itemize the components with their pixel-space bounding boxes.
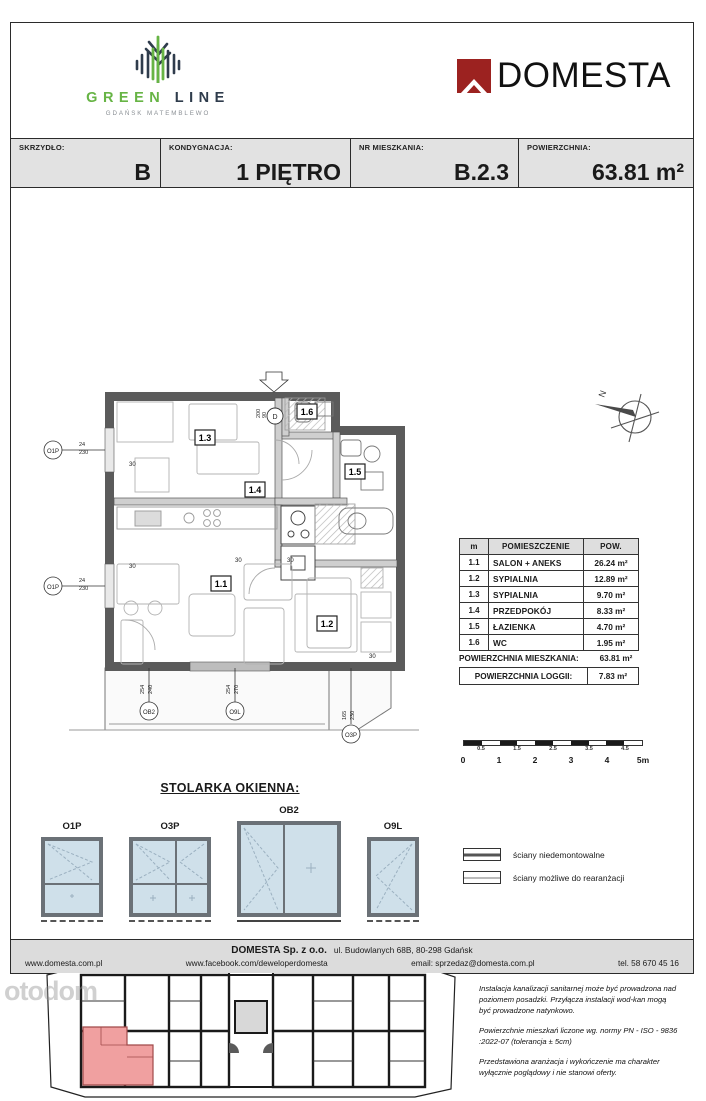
- table-row: [460, 587, 639, 603]
- room-name: SYPIALNIA: [489, 571, 584, 587]
- svg-text:1.3: 1.3: [198, 433, 212, 443]
- svg-text:1.2: 1.2: [320, 619, 334, 629]
- company-name: DOMESTA Sp. z o.o.: [231, 945, 327, 956]
- apartment-info-row: [11, 139, 693, 188]
- svg-text:24: 24: [79, 442, 86, 448]
- room-area: 1.95 m²: [584, 635, 639, 651]
- svg-text:230: 230: [350, 710, 356, 720]
- room-no: 1.5: [460, 619, 489, 635]
- scale-minor-tick: 1.5: [513, 746, 521, 752]
- compass-rose-icon: [589, 384, 667, 456]
- window-o3p-icon: [129, 837, 211, 917]
- col-header-area: POW.: [584, 539, 639, 555]
- svg-text:30: 30: [129, 462, 136, 468]
- scale-major-tick: 1: [496, 755, 502, 765]
- svg-text:90: 90: [262, 411, 268, 418]
- sill-line: [367, 920, 419, 922]
- room-name: ŁAZIENKA: [489, 619, 584, 635]
- room-no: 1.2: [460, 571, 489, 587]
- loggia-area-row: [459, 667, 639, 685]
- room-no: 1.6: [460, 635, 489, 651]
- window-joinery-section: [35, 781, 425, 922]
- joinery-item-o9l: [367, 821, 419, 922]
- tree-icon: [63, 31, 253, 83]
- scale-seg: [464, 741, 482, 745]
- note-standard: Powierzchnie mieszkań liczone wg. normy PN - ISO - 9836 :2022-07 (tolerancja ± 5cm): [479, 1026, 678, 1046]
- info-caption: SKRZYDŁO:: [19, 143, 65, 152]
- greenline-wordmark: [63, 90, 253, 106]
- joinery-title: STOLARKA OKIENNA:: [160, 781, 300, 795]
- building-location-plan: [41, 961, 461, 1101]
- loggia-area-value: 7.83 m²: [587, 668, 638, 684]
- logo-band: [11, 23, 693, 139]
- room-area: 12.89 m²: [584, 571, 639, 587]
- joinery-label: O3P: [160, 821, 180, 832]
- scale-major-tick: 0: [460, 755, 466, 765]
- scale-major-tick: 3: [568, 755, 574, 765]
- wall-type-legend: [463, 848, 663, 894]
- greenline-word-green: GREEN: [86, 90, 166, 106]
- table-row: [460, 603, 639, 619]
- scale-seg: [571, 741, 589, 745]
- svg-text:254: 254: [226, 684, 232, 694]
- legend-item-movable-walls: [463, 871, 663, 884]
- info-caption: KONDYGNACJA:: [169, 143, 233, 152]
- sill-line: [237, 920, 341, 922]
- otodom-watermark: otodom: [4, 976, 97, 1006]
- footer-phone: tel. 58 670 45 16: [617, 959, 679, 968]
- svg-text:30: 30: [235, 558, 242, 564]
- svg-text:O3P: O3P: [344, 733, 358, 739]
- svg-text:240: 240: [148, 684, 154, 694]
- scale-seg: [553, 741, 571, 745]
- loggia-area-label: POWIERZCHNIA LOGGII:: [474, 671, 573, 681]
- total-area-row: [459, 654, 639, 663]
- room-area: 4.70 m²: [584, 619, 639, 635]
- movable-wall-swatch-icon: [463, 871, 501, 884]
- svg-text:165: 165: [342, 710, 348, 720]
- note-plumbing: Instalacja kanalizacji sanitarnej może być prowadzona nad poziomem posadzki. Przyłącza instalacji wod-kan mogą być prowadzone natynkowo.: [479, 984, 677, 1015]
- room-schedule-table: [459, 538, 639, 685]
- company-address: ul. Budowlanych 68B, 80-298 Gdańsk: [333, 945, 473, 955]
- room-name: WC: [489, 635, 584, 651]
- room-area: 26.24 m²: [584, 555, 639, 571]
- scale-minor-labels: [463, 746, 643, 755]
- footer-email[interactable]: email: sprzedaz@domesta.com.pl: [411, 959, 535, 968]
- note-disclaimer: Przedstawiona aranżacja i wykończenie ma charakter wyłącznie poglądowy i nie stanowi oferty.: [479, 1057, 660, 1077]
- info-caption: POWIERZCHNIA:: [527, 143, 591, 152]
- info-value: B: [134, 159, 151, 185]
- table-row: [460, 555, 639, 571]
- joinery-items: [35, 805, 425, 922]
- sill-line: [129, 920, 211, 922]
- info-cell-floor: [161, 139, 351, 187]
- scale-seg: [482, 741, 500, 745]
- scale-seg: [606, 741, 624, 745]
- room-name: SYPIALNIA: [489, 587, 584, 603]
- table-header-row: [460, 539, 639, 555]
- info-cell-wing: [11, 139, 161, 187]
- total-area-value: 63.81 m²: [599, 654, 633, 663]
- fixed-wall-swatch-icon: [463, 848, 501, 861]
- sheet-footer: [11, 939, 693, 973]
- footer-contact-line: [11, 959, 693, 973]
- joinery-item-ob2: [237, 805, 341, 922]
- legend-item-fixed-walls: [463, 848, 663, 861]
- svg-text:200: 200: [256, 408, 262, 418]
- info-value: 1 PIĘTRO: [236, 159, 341, 185]
- greenline-word-line: LINE: [174, 90, 230, 106]
- joinery-label: O1P: [62, 821, 82, 832]
- scale-seg: [500, 741, 518, 745]
- room-name: PRZEDPOKÓJ: [489, 603, 584, 619]
- room-no: 1.4: [460, 603, 489, 619]
- svg-text:O1P: O1P: [46, 449, 60, 455]
- scale-bar: [460, 740, 650, 767]
- col-header-name: POMIESZCZENIE: [489, 539, 584, 555]
- scale-minor-tick: 0.5: [477, 746, 485, 752]
- room-area: 9.70 m²: [584, 587, 639, 603]
- scale-minor-tick: 2.5: [549, 746, 557, 752]
- window-ob2-icon: [237, 821, 341, 917]
- svg-text:254: 254: [140, 684, 146, 694]
- svg-text:230: 230: [79, 450, 89, 456]
- joinery-label: OB2: [279, 805, 299, 816]
- scale-seg: [535, 741, 553, 745]
- domesta-mark-icon: [457, 59, 491, 93]
- svg-text:1.6: 1.6: [300, 407, 314, 417]
- svg-text:N: N: [596, 388, 609, 399]
- scale-major-tick: 2: [532, 755, 538, 765]
- info-value: B.2.3: [454, 159, 509, 185]
- svg-text:O1P: O1P: [46, 585, 60, 591]
- domesta-logo: [457, 56, 671, 95]
- info-value: 63.81 m²: [591, 159, 684, 185]
- svg-text:1.5: 1.5: [348, 467, 362, 477]
- svg-text:230: 230: [79, 586, 89, 592]
- info-cell-area: [519, 139, 693, 187]
- joinery-label: O9L: [383, 821, 403, 832]
- svg-text:1.4: 1.4: [248, 485, 262, 495]
- scale-major-labels: [460, 755, 650, 767]
- total-area-label: POWIERZCHNIA MIESZKANIA:: [459, 654, 579, 663]
- svg-text:30: 30: [129, 564, 136, 570]
- scale-minor-tick: 3.5: [585, 746, 593, 752]
- scale-minor-tick: 4.5: [621, 746, 629, 752]
- room-no: 1.1: [460, 555, 489, 571]
- floor-plan-drawing: [39, 368, 443, 748]
- svg-text:30: 30: [369, 654, 376, 660]
- window-o9l-icon: [367, 837, 419, 917]
- footer-company-line: [11, 940, 693, 959]
- room-no: 1.3: [460, 587, 489, 603]
- scale-seg: [517, 741, 535, 745]
- joinery-item-o1p: [41, 821, 103, 922]
- legend-label: ściany możliwe do rearanżacji: [513, 872, 625, 883]
- sill-line: [41, 920, 103, 922]
- window-o1p-icon: [41, 837, 103, 917]
- svg-text:30: 30: [287, 558, 294, 564]
- svg-text:D: D: [272, 414, 278, 421]
- col-header-no: m: [460, 539, 489, 555]
- info-cell-number: [351, 139, 519, 187]
- scale-major-tick: 5m: [636, 755, 650, 765]
- footer-website[interactable]: www.domesta.com.pl: [25, 959, 103, 968]
- legend-label: ściany niedemontowalne: [513, 849, 605, 860]
- table-row: [460, 635, 639, 651]
- greenline-logo: [63, 31, 253, 117]
- footer-facebook[interactable]: www.facebook.com/deweloperdomesta: [185, 959, 328, 968]
- greenline-subtitle: GDAŃSK MATEMBLEWO: [105, 110, 211, 117]
- table-row: [460, 619, 639, 635]
- svg-text:1.1: 1.1: [214, 579, 228, 589]
- room-name: SALON + ANEKS: [489, 555, 584, 571]
- joinery-item-o3p: [129, 821, 211, 922]
- svg-text:24: 24: [79, 578, 86, 584]
- svg-text:O9L: O9L: [229, 710, 241, 716]
- scale-major-tick: 4: [604, 755, 610, 765]
- info-caption: NR MIESZKANIA:: [359, 143, 424, 152]
- svg-text:OB2: OB2: [142, 710, 156, 716]
- scale-seg: [624, 741, 642, 745]
- room-area: 8.33 m²: [584, 603, 639, 619]
- svg-text:270: 270: [234, 684, 240, 694]
- scale-seg: [589, 741, 607, 745]
- table-row: [460, 571, 639, 587]
- domesta-wordmark: DOMESTA: [497, 56, 671, 95]
